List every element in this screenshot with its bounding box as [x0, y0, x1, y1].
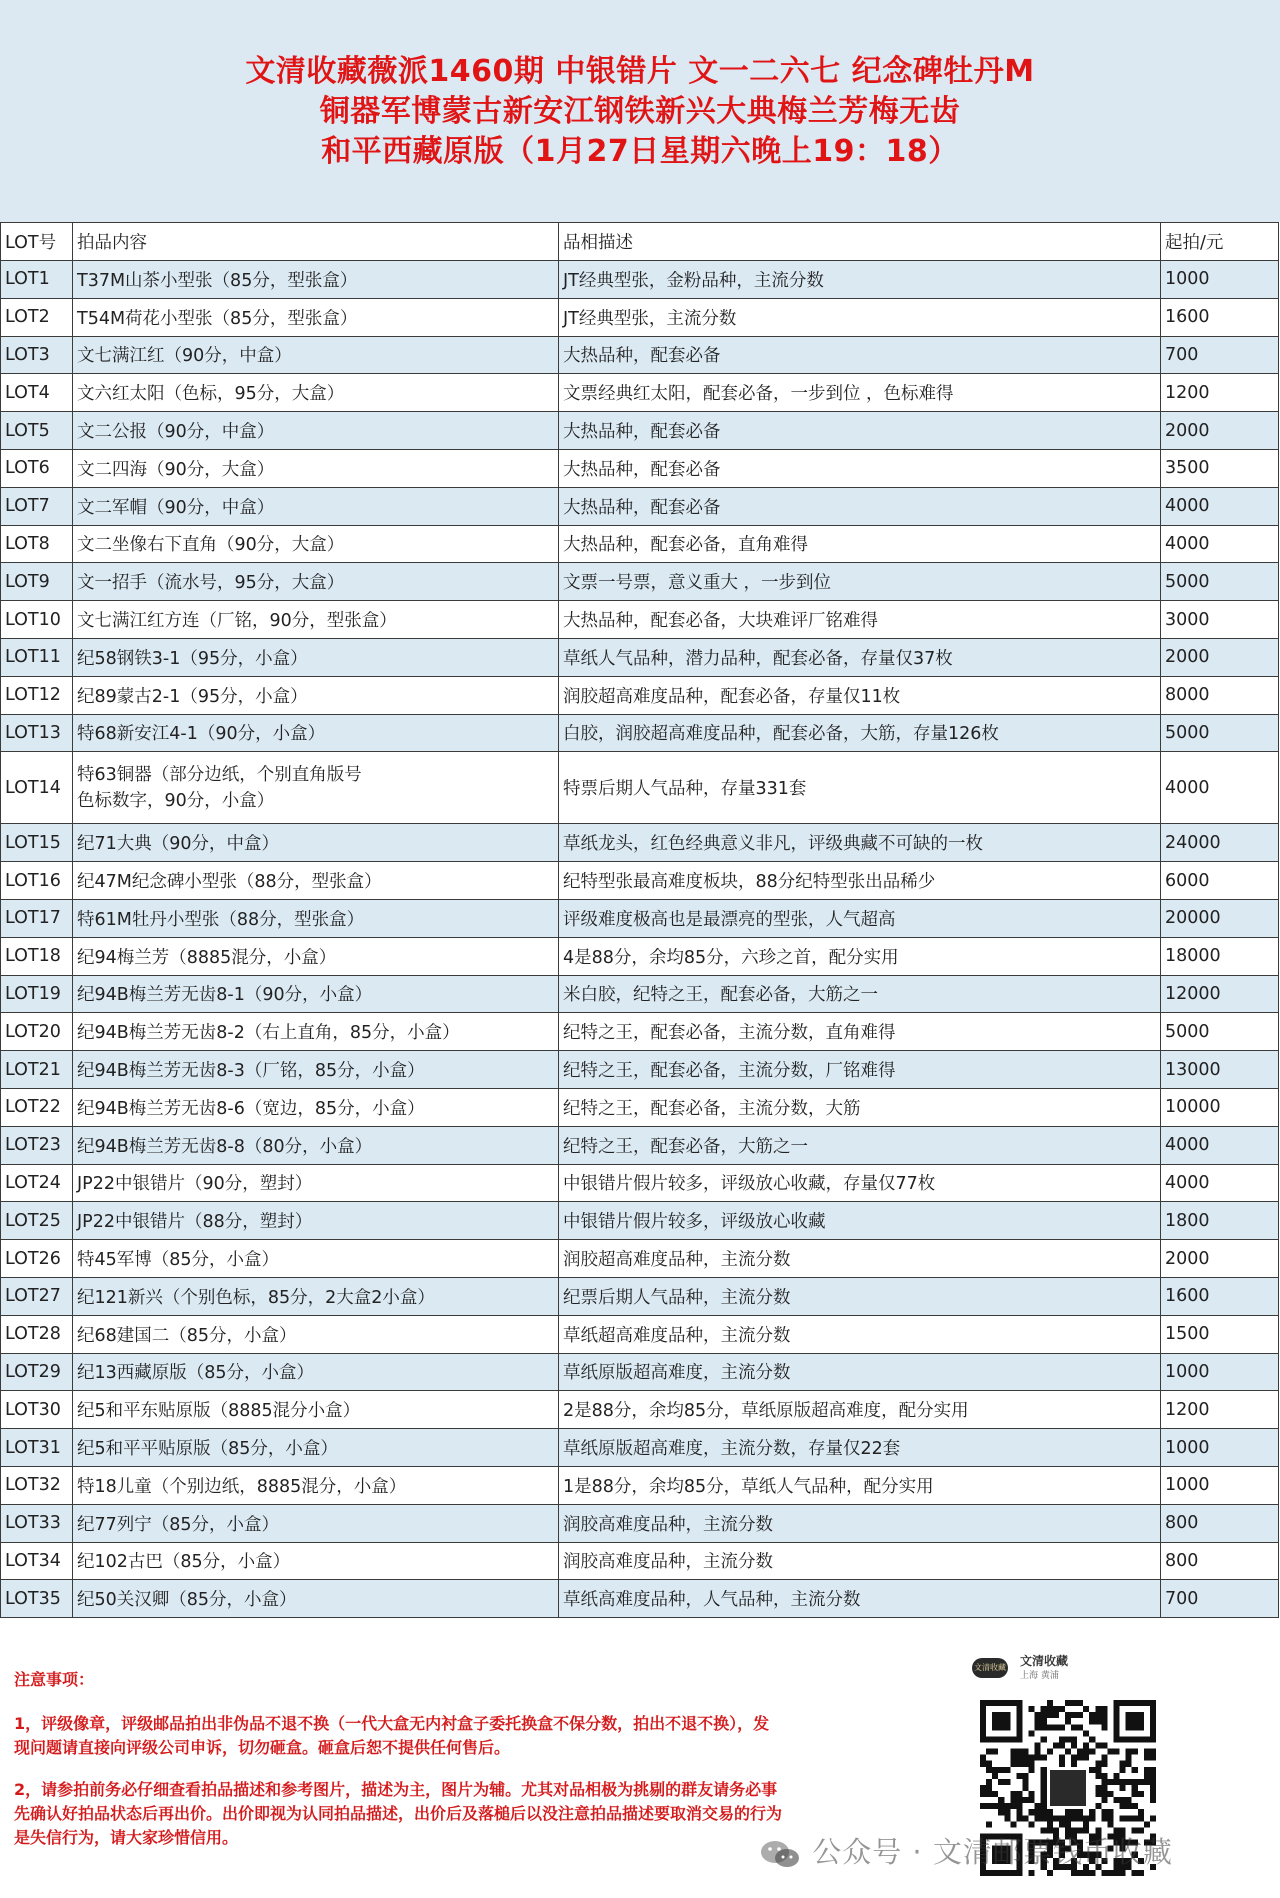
cell-desc: 大热品种，配套必备，大块难评厂铭难得 — [559, 601, 1161, 639]
cell-lot: LOT25 — [1, 1202, 73, 1240]
cell-desc: 大热品种，配套必备，直角难得 — [559, 525, 1161, 563]
cell-lot: LOT6 — [1, 449, 73, 487]
cell-item: 纪5和平平贴原版（85分，小盒） — [73, 1429, 559, 1467]
cell-item: 特68新安江4-1（90分，小盒） — [73, 714, 559, 752]
table-row — [1, 937, 1279, 975]
cell-desc: 纪特之王，配套必备，大筋之一 — [559, 1126, 1161, 1164]
table-row — [1, 1164, 1279, 1202]
cell-price: 4000 — [1161, 1164, 1279, 1202]
cell-item: 纪5和平东贴原版（8885混分小盒） — [73, 1391, 559, 1429]
cell-item: 纪89蒙古2-1（95分，小盒） — [73, 676, 559, 714]
notes-title: 注意事项： — [14, 1670, 95, 1689]
table-row — [1, 899, 1279, 937]
cell-desc: 草纸原版超高难度，主流分数 — [559, 1353, 1161, 1391]
table-row — [1, 374, 1279, 412]
cell-desc: 评级难度极高也是最漂亮的型张，人气超高 — [559, 899, 1161, 937]
cell-lot: LOT5 — [1, 412, 73, 450]
cell-lot: LOT30 — [1, 1391, 73, 1429]
table-row — [1, 752, 1279, 824]
cell-lot: LOT4 — [1, 374, 73, 412]
cell-item: 纪50关汉卿（85分，小盒） — [73, 1580, 559, 1618]
cell-desc: 大热品种，配套必备 — [559, 449, 1161, 487]
cell-price: 1600 — [1161, 1277, 1279, 1315]
cell-desc: 草纸原版超高难度，主流分数，存量仅22套 — [559, 1429, 1161, 1467]
cell-desc: 纪特之王，配套必备，主流分数，厂铭难得 — [559, 1051, 1161, 1089]
header-price: 起拍/元 — [1161, 223, 1279, 261]
cell-lot: LOT2 — [1, 298, 73, 336]
cell-price: 800 — [1161, 1542, 1279, 1580]
cell-desc: 文票一号票，意义重大 ，一步到位 — [559, 563, 1161, 601]
table-row — [1, 1315, 1279, 1353]
cell-price: 4000 — [1161, 525, 1279, 563]
table-row — [1, 1240, 1279, 1278]
cell-item: 纪94梅兰芳（8885混分，小盒） — [73, 937, 559, 975]
table-row — [1, 676, 1279, 714]
cell-lot: LOT14 — [1, 752, 73, 824]
cell-lot: LOT1 — [1, 261, 73, 299]
table-row — [1, 525, 1279, 563]
cell-price: 700 — [1161, 336, 1279, 374]
cell-desc: JT经典型张，金粉品种，主流分数 — [559, 261, 1161, 299]
header-desc: 品相描述 — [559, 223, 1161, 261]
cell-desc: JT经典型张，主流分数 — [559, 298, 1161, 336]
cell-desc: 特票后期人气品种，存量331套 — [559, 752, 1161, 824]
cell-item: 文七满江红（90分，中盒） — [73, 336, 559, 374]
title-line-2: 铜器军博蒙古新安江钢铁新兴大典梅兰芳梅无齿 — [319, 94, 961, 129]
table-row — [1, 449, 1279, 487]
cell-item: T37M山茶小型张（85分，型张盒） — [73, 261, 559, 299]
table-row — [1, 975, 1279, 1013]
cell-desc: 4是88分，余均85分，六珍之首，配分实用 — [559, 937, 1161, 975]
cell-item — [73, 752, 559, 824]
wechat-icon — [758, 1838, 802, 1870]
cell-price: 2000 — [1161, 638, 1279, 676]
table-row — [1, 1353, 1279, 1391]
cell-item: 特61M牡丹小型张（88分，型张盒） — [73, 899, 559, 937]
table-row — [1, 1429, 1279, 1467]
cell-desc: 润胶高难度品种，主流分数 — [559, 1504, 1161, 1542]
cell-item: 纪77列宁（85分，小盒） — [73, 1504, 559, 1542]
watermark-text: 公众号 · 文清邮票钱币收藏 — [812, 1835, 1173, 1869]
cell-price: 1200 — [1161, 374, 1279, 412]
cell-item: 文六红太阳（色标，95分，大盒） — [73, 374, 559, 412]
cell-price: 1000 — [1161, 1429, 1279, 1467]
cell-desc: 大热品种，配套必备 — [559, 336, 1161, 374]
cell-lot: LOT29 — [1, 1353, 73, 1391]
cell-lot: LOT35 — [1, 1580, 73, 1618]
cell-price: 5000 — [1161, 563, 1279, 601]
cell-lot: LOT28 — [1, 1315, 73, 1353]
cell-price: 10000 — [1161, 1088, 1279, 1126]
table-row — [1, 1466, 1279, 1504]
cell-lot: LOT26 — [1, 1240, 73, 1278]
title-line-3: 和平西藏原版（1月27日星期六晚上19：18） — [321, 134, 959, 169]
cell-lot: LOT10 — [1, 601, 73, 639]
lot-table-body — [1, 261, 1279, 1618]
cell-item: 纪94B梅兰芳无齿8-8（80分，小盒） — [73, 1126, 559, 1164]
cell-item: 文二军帽（90分，中盒） — [73, 487, 559, 525]
table-row — [1, 714, 1279, 752]
cell-price: 4000 — [1161, 1126, 1279, 1164]
cell-lot: LOT20 — [1, 1013, 73, 1051]
table-row — [1, 1202, 1279, 1240]
cell-desc: 大热品种，配套必备 — [559, 412, 1161, 450]
table-row — [1, 1542, 1279, 1580]
cell-item: 纪58钢铁3-1（95分，小盒） — [73, 638, 559, 676]
cell-price: 700 — [1161, 1580, 1279, 1618]
cell-price: 1200 — [1161, 1391, 1279, 1429]
table-header-row — [1, 223, 1279, 261]
cell-price: 1000 — [1161, 261, 1279, 299]
table-row — [1, 1013, 1279, 1051]
header-item: 拍品内容 — [73, 223, 559, 261]
cell-lot: LOT24 — [1, 1164, 73, 1202]
brand-seal-icon: 文清收藏 — [972, 1658, 1008, 1678]
notes-section — [14, 1668, 784, 1868]
cell-lot: LOT32 — [1, 1466, 73, 1504]
cell-price: 1800 — [1161, 1202, 1279, 1240]
cell-price: 2000 — [1161, 1240, 1279, 1278]
cell-lot: LOT23 — [1, 1126, 73, 1164]
cell-price: 18000 — [1161, 937, 1279, 975]
cell-price: 20000 — [1161, 899, 1279, 937]
cell-item: 纪47M纪念碑小型张（88分，型张盒） — [73, 862, 559, 900]
cell-price: 1600 — [1161, 298, 1279, 336]
cell-price: 4000 — [1161, 752, 1279, 824]
notes-paragraph-1: 1，评级像章，评级邮品拍出非伪品不退不换（一代大盒无内衬盒子委托换盒不保分数，拍出不退不换），发现问题请直接向评级公司申诉，切勿砸盒。砸盒后恕不提供任何售后。 — [14, 1714, 770, 1757]
cell-price: 13000 — [1161, 1051, 1279, 1089]
cell-price: 24000 — [1161, 824, 1279, 862]
table-row — [1, 1126, 1279, 1164]
cell-item: 纪71大典（90分，中盒） — [73, 824, 559, 862]
cell-price: 3000 — [1161, 601, 1279, 639]
watermark — [758, 1830, 1258, 1870]
table-row — [1, 1088, 1279, 1126]
cell-item: 特45军博（85分，小盒） — [73, 1240, 559, 1278]
cell-desc: 草纸人气品种，潜力品种，配套必备，存量仅37枚 — [559, 638, 1161, 676]
title-line-1: 文清收藏薇派1460期 中银错片 文一二六七 纪念碑牡丹M — [245, 54, 1035, 89]
cell-item: 纪102古巴（85分，小盒） — [73, 1542, 559, 1580]
cell-item: 特18儿童（个别边纸，8885混分，小盒） — [73, 1466, 559, 1504]
table-row — [1, 638, 1279, 676]
cell-lot: LOT7 — [1, 487, 73, 525]
cell-price: 1000 — [1161, 1466, 1279, 1504]
cell-lot: LOT18 — [1, 937, 73, 975]
cell-desc: 纪特之王，配套必备，主流分数，直角难得 — [559, 1013, 1161, 1051]
cell-item: 纪121新兴（个别色标，85分，2大盒2小盒） — [73, 1277, 559, 1315]
cell-item: JP22中银错片（90分，塑封） — [73, 1164, 559, 1202]
table-row — [1, 336, 1279, 374]
cell-item-text: 特63铜器（部分边纸，个别直角版号 色标数字，90分，小盒） — [77, 764, 362, 811]
table-row — [1, 412, 1279, 450]
table-row — [1, 601, 1279, 639]
cell-price: 3500 — [1161, 449, 1279, 487]
cell-desc: 润胶超高难度品种，配套必备，存量仅11枚 — [559, 676, 1161, 714]
table-row — [1, 824, 1279, 862]
table-row — [1, 1580, 1279, 1618]
cell-desc: 大热品种，配套必备 — [559, 487, 1161, 525]
table-row — [1, 1051, 1279, 1089]
cell-desc: 草纸龙头，红色经典意义非凡，评级典藏不可缺的一枚 — [559, 824, 1161, 862]
cell-lot: LOT21 — [1, 1051, 73, 1089]
cell-lot: LOT8 — [1, 525, 73, 563]
cell-desc: 中银错片假片较多，评级放心收藏 — [559, 1202, 1161, 1240]
cell-lot: LOT27 — [1, 1277, 73, 1315]
table-row — [1, 1504, 1279, 1542]
cell-lot: LOT33 — [1, 1504, 73, 1542]
cell-item: 文一招手（流水号，95分，大盒） — [73, 563, 559, 601]
cell-lot: LOT17 — [1, 899, 73, 937]
cell-desc: 中银错片假片较多，评级放心收藏，存量仅77枚 — [559, 1164, 1161, 1202]
table-row — [1, 1277, 1279, 1315]
cell-lot: LOT34 — [1, 1542, 73, 1580]
cell-desc: 润胶高难度品种，主流分数 — [559, 1542, 1161, 1580]
cell-lot: LOT9 — [1, 563, 73, 601]
cell-lot: LOT13 — [1, 714, 73, 752]
cell-lot: LOT3 — [1, 336, 73, 374]
notes-paragraph-2: 2，请参拍前务必仔细查看拍品描述和参考图片，描述为主，图片为辅。尤其对品相极为挑剔的群友请务必事先确认好拍品状态后再出价。出价即视为认同拍品描述，出价后及落槌后以没注意拍品描述要取消交易的行为是失信行为，请大家珍惜信用。 — [14, 1780, 783, 1847]
cell-desc: 1是88分，余均85分，草纸人气品种，配分实用 — [559, 1466, 1161, 1504]
cell-item: 文二公报（90分，中盒） — [73, 412, 559, 450]
cell-price: 1500 — [1161, 1315, 1279, 1353]
header-lot: LOT号 — [1, 223, 73, 261]
page-header — [0, 0, 1280, 222]
cell-desc: 纪票后期人气品种，主流分数 — [559, 1277, 1161, 1315]
cell-price: 12000 — [1161, 975, 1279, 1013]
cell-lot: LOT19 — [1, 975, 73, 1013]
cell-item: 纪94B梅兰芳无齿8-6（宽边，85分，小盒） — [73, 1088, 559, 1126]
cell-price: 800 — [1161, 1504, 1279, 1542]
cell-price: 8000 — [1161, 676, 1279, 714]
table-row — [1, 487, 1279, 525]
cell-price: 5000 — [1161, 1013, 1279, 1051]
cell-item: 文二四海（90分，大盒） — [73, 449, 559, 487]
cell-lot: LOT31 — [1, 1429, 73, 1467]
cell-item: 纪94B梅兰芳无齿8-2（右上直角，85分，小盒） — [73, 1013, 559, 1051]
table-row — [1, 862, 1279, 900]
cell-lot: LOT16 — [1, 862, 73, 900]
cell-item: 纪94B梅兰芳无齿8-3（厂铭，85分，小盒） — [73, 1051, 559, 1089]
lot-table — [0, 222, 1279, 1618]
cell-desc: 米白胶，纪特之王，配套必备，大筋之一 — [559, 975, 1161, 1013]
qr-brand-sub: 上海 黄浦 — [1020, 1671, 1059, 1681]
cell-price: 1000 — [1161, 1353, 1279, 1391]
cell-desc: 纪特之王，配套必备，主流分数，大筋 — [559, 1088, 1161, 1126]
cell-item: 纪68建国二（85分，小盒） — [73, 1315, 559, 1353]
cell-lot: LOT15 — [1, 824, 73, 862]
cell-desc: 纪特型张最高难度板块，88分纪特型张出品稀少 — [559, 862, 1161, 900]
cell-item: 纪94B梅兰芳无齿8-1（90分，小盒） — [73, 975, 559, 1013]
cell-price: 6000 — [1161, 862, 1279, 900]
table-row — [1, 298, 1279, 336]
cell-item: 文七满江红方连（厂铭，90分，型张盒） — [73, 601, 559, 639]
cell-desc: 2是88分，余均85分，草纸原版超高难度，配分实用 — [559, 1391, 1161, 1429]
cell-item: T54M荷花小型张（85分，型张盒） — [73, 298, 559, 336]
cell-item: JP22中银错片（88分，塑封） — [73, 1202, 559, 1240]
cell-lot: LOT12 — [1, 676, 73, 714]
table-row — [1, 563, 1279, 601]
cell-desc: 白胶，润胶超高难度品种，配套必备，大筋，存量126枚 — [559, 714, 1161, 752]
cell-desc: 草纸超高难度品种，主流分数 — [559, 1315, 1161, 1353]
table-row — [1, 261, 1279, 299]
cell-desc: 文票经典红太阳，配套必备，一步到位 ，色标难得 — [559, 374, 1161, 412]
qr-brand — [970, 1650, 1180, 1682]
cell-desc: 草纸高难度品种，人气品种，主流分数 — [559, 1580, 1161, 1618]
cell-item: 纪13西藏原版（85分，小盒） — [73, 1353, 559, 1391]
cell-price: 4000 — [1161, 487, 1279, 525]
cell-item: 文二坐像右下直角（90分，大盒） — [73, 525, 559, 563]
cell-price: 2000 — [1161, 412, 1279, 450]
qr-brand-name: 文清收藏 — [1020, 1654, 1069, 1668]
table-row — [1, 1391, 1279, 1429]
cell-lot: LOT22 — [1, 1088, 73, 1126]
cell-lot: LOT11 — [1, 638, 73, 676]
cell-price: 5000 — [1161, 714, 1279, 752]
cell-desc: 润胶超高难度品种，主流分数 — [559, 1240, 1161, 1278]
